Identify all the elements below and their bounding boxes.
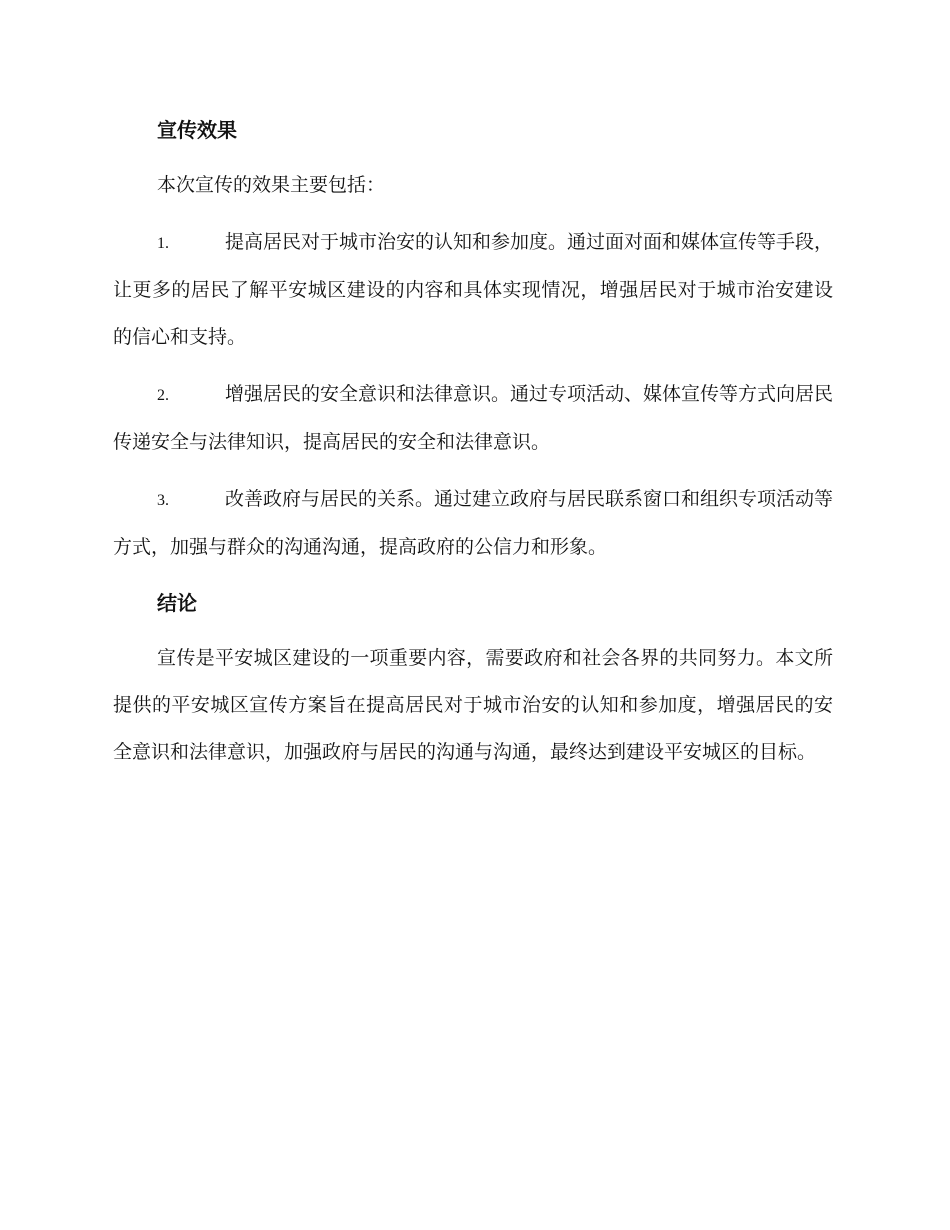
section-heading-effects: 宣传效果 bbox=[157, 118, 237, 142]
effects-list bbox=[113, 219, 833, 571]
list-item-number: 2. bbox=[157, 387, 169, 404]
list-item-text: 改善政府与居民的关系。通过建立政府与居民联系窗口和组织专项活动等方式，加强与群众的沟通沟通，提高政府的公信力和形象。 bbox=[113, 488, 834, 558]
list-item-number: 1. bbox=[157, 235, 169, 252]
list-item-number: 3. bbox=[157, 492, 169, 509]
document-body bbox=[113, 108, 833, 786]
section-heading-conclusion: 结论 bbox=[157, 591, 197, 615]
list-item bbox=[113, 476, 833, 571]
conclusion-text: 宣传是平安城区建设的一项重要内容，需要政府和社会各界的共同努力。本文所提供的平安城区宣传方案旨在提高居民对于城市治安的认知和参加度，增强居民的安全意识和法律意识，加强政府与居民的沟通与沟通，最终达到建设平安城区的目标。 bbox=[113, 647, 833, 763]
list-item bbox=[113, 219, 833, 361]
list-item-text: 提高居民对于城市治安的认知和参加度。通过面对面和媒体宣传等手段，让更多的居民了解平安城区建设的内容和具体实现情况，增强居民对于城市治安建设的信心和支持。 bbox=[113, 231, 834, 348]
list-item-text: 增强居民的安全意识和法律意识。通过专项活动、媒体宣传等方式向居民传递安全与法律知识，提高居民的安全和法律意识。 bbox=[113, 383, 834, 453]
effects-intro: 本次宣传的效果主要包括： bbox=[157, 174, 386, 196]
list-item bbox=[113, 371, 833, 466]
